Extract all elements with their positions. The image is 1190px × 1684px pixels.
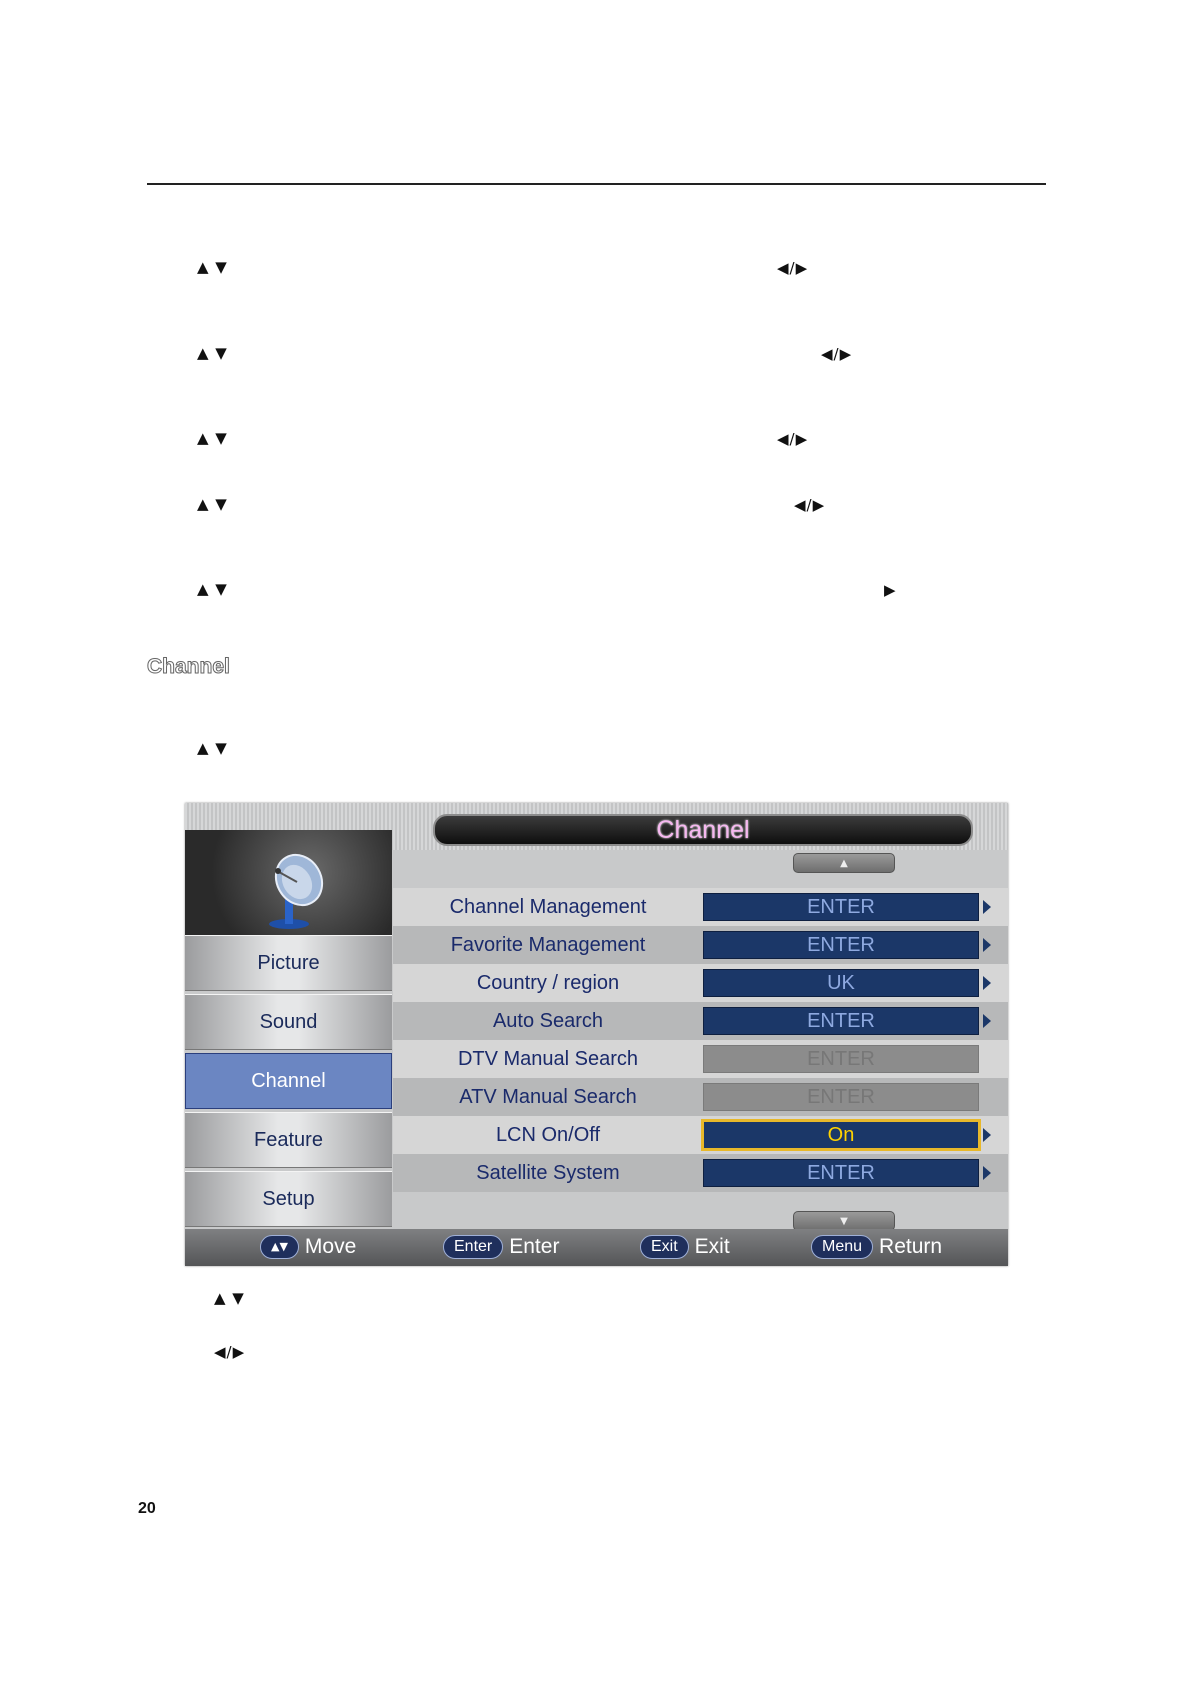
right-arrow-icon: ▶	[884, 581, 897, 599]
move-key: ▲▼	[260, 1235, 299, 1259]
setting-row-satellite-system[interactable]	[393, 1154, 1008, 1192]
menu-key: Menu	[811, 1235, 873, 1259]
menu-tab-setup[interactable]: Setup	[185, 1171, 392, 1227]
chevron-right-icon	[983, 1128, 991, 1142]
hint-label: Exit	[694, 1235, 730, 1258]
setting-row-dtv-manual-search	[393, 1040, 1008, 1078]
setting-value[interactable]: ENTER	[703, 931, 979, 959]
menu-tab-channel[interactable]: Channel	[185, 1053, 392, 1109]
section-heading: Channel	[147, 655, 230, 678]
scroll-down-button[interactable]	[793, 1211, 895, 1231]
osd-settings-panel	[393, 850, 1008, 1229]
setting-row-favorite-management[interactable]	[393, 926, 1008, 964]
hint-exit	[640, 1235, 730, 1259]
osd-title-bar	[433, 814, 973, 846]
scroll-up-button[interactable]	[793, 853, 895, 873]
left-right-arrow-icon: ◀/▶	[777, 259, 809, 277]
up-down-arrow-icon: ▲ ▼	[197, 258, 228, 276]
setting-value: ENTER	[703, 1045, 979, 1073]
setting-value[interactable]: On	[703, 1121, 979, 1149]
setting-row-channel-management[interactable]	[393, 888, 1008, 926]
setting-label: Channel Management	[449, 895, 647, 918]
setting-value[interactable]: ENTER	[703, 1007, 979, 1035]
setting-label: DTV Manual Search	[457, 1047, 639, 1070]
hint-label: Enter	[509, 1235, 560, 1258]
hint-label: Return	[879, 1235, 943, 1258]
left-right-arrow-icon: ◀/▶	[214, 1343, 246, 1361]
left-right-arrow-icon: ◀/▶	[821, 345, 853, 363]
satellite-dish-icon	[259, 850, 329, 930]
setting-label: Country / region	[476, 971, 620, 994]
chevron-right-icon	[983, 900, 991, 914]
setting-label: ATV Manual Search	[459, 1085, 637, 1108]
channel-osd-menu	[185, 803, 1008, 1266]
page-number: 20	[138, 1500, 156, 1517]
setting-value[interactable]: ENTER	[703, 1159, 979, 1187]
settings-list	[393, 888, 1008, 1192]
channel-icon-panel	[185, 830, 392, 935]
chevron-right-icon	[983, 976, 991, 990]
hint-return	[811, 1235, 942, 1259]
menu-tab-feature[interactable]: Feature	[185, 1112, 392, 1168]
left-right-arrow-icon: ◀/▶	[777, 430, 809, 448]
header-rule	[147, 183, 1046, 185]
setting-value: ENTER	[703, 1083, 979, 1111]
hint-move	[260, 1235, 356, 1259]
up-down-arrow-icon: ▲ ▼	[197, 495, 228, 513]
up-down-arrow-icon: ▲ ▼	[214, 1289, 245, 1307]
setting-row-lcn-on-off[interactable]	[393, 1116, 1008, 1154]
setting-row-country-region[interactable]	[393, 964, 1008, 1002]
chevron-up-icon: ▲	[840, 857, 848, 869]
setting-row-auto-search[interactable]	[393, 1002, 1008, 1040]
exit-key: Exit	[640, 1235, 689, 1259]
up-down-arrow-icon: ▲ ▼	[197, 429, 228, 447]
chevron-right-icon	[983, 938, 991, 952]
chevron-right-icon	[983, 1166, 991, 1180]
setting-value[interactable]: UK	[703, 969, 979, 997]
setting-label: Favorite Management	[450, 933, 646, 956]
setting-label: LCN On/Off	[495, 1123, 601, 1146]
menu-tab-sound[interactable]: Sound	[185, 994, 392, 1050]
osd-left-menu	[185, 935, 392, 1230]
up-down-arrow-icon: ▲ ▼	[197, 344, 228, 362]
chevron-down-icon: ▼	[840, 1215, 848, 1227]
enter-key: Enter	[443, 1235, 503, 1259]
chevron-right-icon	[983, 1014, 991, 1028]
hint-enter	[443, 1235, 559, 1259]
left-right-arrow-icon: ◀/▶	[794, 496, 826, 514]
setting-label: Auto Search	[492, 1009, 604, 1032]
setting-value[interactable]: ENTER	[703, 893, 979, 921]
hint-label: Move	[304, 1235, 357, 1258]
menu-tab-picture[interactable]: Picture	[185, 935, 392, 991]
up-down-arrow-icon: ▲ ▼	[197, 739, 228, 757]
osd-hint-bar	[185, 1229, 1008, 1266]
up-down-arrow-icon: ▲ ▼	[197, 580, 228, 598]
setting-row-atv-manual-search	[393, 1078, 1008, 1116]
osd-title: Channel	[656, 816, 750, 844]
setting-label: Satellite System	[476, 1161, 620, 1184]
